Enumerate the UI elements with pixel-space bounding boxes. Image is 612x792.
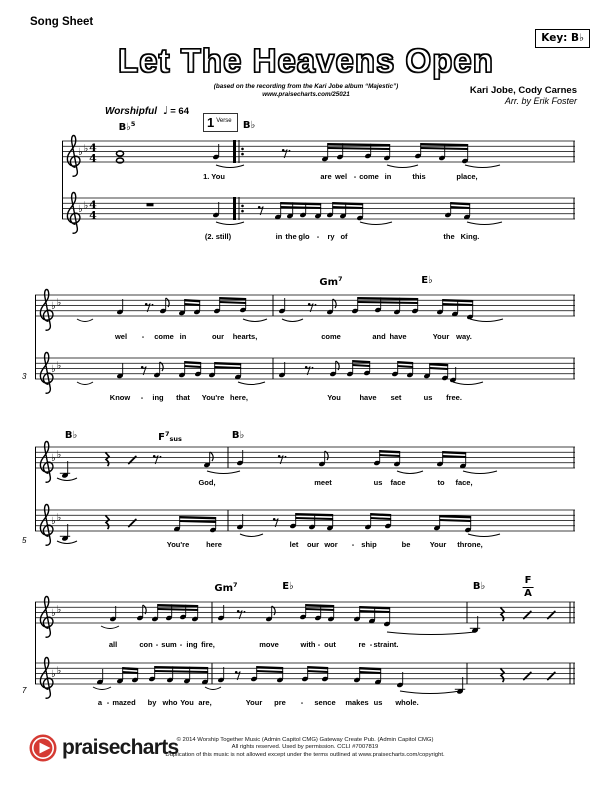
time-signature: 4 xyxy=(89,208,97,222)
flat-icon: ♭ xyxy=(83,200,89,212)
lyric-syllable: face xyxy=(390,478,406,487)
tie-icon xyxy=(243,319,267,322)
lyric-syllable: come xyxy=(321,332,341,341)
lyrics-line xyxy=(0,698,612,708)
whole-note-icon xyxy=(116,158,123,163)
chord-symbol: B♭ xyxy=(231,430,245,441)
begin-repeat-icon xyxy=(233,197,236,220)
lyric-syllable: sence xyxy=(314,698,336,707)
measure-number: 7 xyxy=(22,686,27,695)
lyric-syllable: Your xyxy=(245,698,263,707)
lyric-syllable: (2. still) xyxy=(204,232,232,241)
lyric-syllable: You're xyxy=(166,540,190,549)
lyric-syllable: all xyxy=(108,640,118,649)
lyric-syllable: who xyxy=(162,698,178,707)
staff-notation-system-4-harmony xyxy=(35,649,575,705)
lyric-syllable: - xyxy=(316,232,320,241)
lyric-syllable: - xyxy=(317,640,321,649)
lyric-syllable: straint. xyxy=(373,640,399,649)
chord-symbol: E♭ xyxy=(282,581,294,592)
key-badge: Key: B♭ xyxy=(535,29,590,48)
lyric-syllable: - xyxy=(300,698,304,707)
lyric-syllable: You're xyxy=(201,393,225,402)
lyric-syllable: makes xyxy=(345,698,369,707)
lyrics-line xyxy=(0,540,612,550)
rehearsal-number: 1 xyxy=(207,115,215,130)
lyric-syllable: move xyxy=(259,640,279,649)
lyric-syllable: are, xyxy=(198,698,212,707)
quarter-rest-icon xyxy=(501,608,505,622)
doc-type-label: Song Sheet xyxy=(30,16,94,28)
lyric-syllable: of xyxy=(340,232,348,241)
artists: Kari Jobe, Cody Carnes xyxy=(469,85,577,96)
tie-icon xyxy=(282,319,303,322)
lyrics-line xyxy=(0,172,612,182)
whole-rest-icon xyxy=(147,203,154,206)
lyric-syllable: here, xyxy=(230,393,248,402)
lyric-syllable: - xyxy=(140,393,144,402)
lyric-syllable: the xyxy=(443,232,455,241)
flat-icon: ♭ xyxy=(56,449,62,461)
lyric-syllable: ry xyxy=(327,232,335,241)
flat-icon: ♭ xyxy=(51,363,56,375)
system-brace-3 xyxy=(35,447,36,531)
copyright-line-2: All rights reserved. Used by permission. CCLI #7007819 xyxy=(231,744,379,751)
lyric-syllable: free. xyxy=(446,393,462,402)
lyric-syllable: way. xyxy=(456,332,472,341)
whole-note-icon xyxy=(116,151,123,156)
flat-icon: ♭ xyxy=(51,607,56,619)
tie-icon xyxy=(205,687,221,690)
lyric-syllable: in xyxy=(384,172,392,181)
tie-icon xyxy=(207,471,240,474)
lyrics-line xyxy=(0,232,612,242)
tempo-marking xyxy=(105,104,189,117)
flat-icon: ♭ xyxy=(51,452,56,464)
lyric-syllable: come xyxy=(154,332,174,341)
quarter-rest-icon xyxy=(106,516,110,530)
lyric-syllable: this xyxy=(412,172,426,181)
lyric-syllable: con xyxy=(139,640,153,649)
lyric-syllable: - xyxy=(179,640,183,649)
tie-icon xyxy=(360,222,392,225)
measure-number: 3 xyxy=(22,372,27,381)
flat-icon: ♭ xyxy=(56,512,62,524)
lyric-syllable: - xyxy=(141,332,145,341)
lyric-syllable: us xyxy=(373,478,383,487)
lyric-syllable: out xyxy=(324,640,336,649)
song-title: Let The Heavens Open xyxy=(118,42,494,79)
lyric-syllable: to xyxy=(437,478,445,487)
tie-icon xyxy=(468,534,500,537)
chord-symbol: B♭$^5$ xyxy=(118,120,136,133)
lyric-syllable: are xyxy=(320,172,332,181)
play-icon xyxy=(28,733,58,763)
lyric-syllable: - xyxy=(155,640,159,649)
lyric-syllable: - xyxy=(106,698,110,707)
lyric-syllable: have xyxy=(389,332,407,341)
lyric-syllable: here xyxy=(206,540,222,549)
lyric-syllable: ing xyxy=(152,393,164,402)
lyric-syllable: come xyxy=(359,172,379,181)
lyric-syllable: be xyxy=(401,540,411,549)
tie-icon xyxy=(77,382,93,385)
lyric-syllable: face, xyxy=(455,478,473,487)
lyric-syllable: wor xyxy=(324,540,338,549)
chord-symbol: B♭ xyxy=(472,581,486,592)
lyric-syllable: - xyxy=(369,640,373,649)
lyric-syllable: ship xyxy=(361,540,377,549)
lyric-syllable: by xyxy=(147,698,157,707)
lyric-syllable: Your xyxy=(432,332,450,341)
quarter-rest-icon xyxy=(501,669,505,683)
lyric-syllable: mazed xyxy=(112,698,136,707)
lyric-syllable: meet xyxy=(314,478,332,487)
tie-icon xyxy=(216,165,244,168)
chord-symbol: B♭ xyxy=(242,120,256,131)
lyric-syllable: that xyxy=(176,393,190,402)
flat-icon: ♭ xyxy=(56,360,62,372)
tie-icon xyxy=(238,382,265,385)
quarter-rest-icon xyxy=(106,453,110,467)
tie-icon xyxy=(216,222,244,225)
lyrics-line xyxy=(0,478,612,488)
lyric-syllable: - xyxy=(353,172,357,181)
tie-icon xyxy=(387,632,475,635)
lyric-syllable: set xyxy=(390,393,402,402)
flat-icon: ♭ xyxy=(83,143,89,155)
lyric-syllable: glo xyxy=(298,232,310,241)
tie-icon xyxy=(387,165,418,168)
lyrics-line xyxy=(0,332,612,342)
copyright-line-1: © 2014 Worship Together Music (Admin Capitol CMG) Gateway Create Pub. (Admin Capitol CMG) xyxy=(176,737,434,743)
tie-icon xyxy=(465,165,500,168)
lyric-syllable: Know xyxy=(109,393,131,402)
staff-notation-system-2-melody xyxy=(35,281,575,337)
lyric-syllable: wel xyxy=(334,172,348,181)
lyric-syllable: whole. xyxy=(395,698,419,707)
flat-icon: ♭ xyxy=(56,665,62,677)
lyric-syllable: with xyxy=(300,640,316,649)
logo-wordmark: praisecharts xyxy=(62,736,179,759)
lyric-syllable: a xyxy=(97,698,103,707)
song-subtitle: (based on the recording from the Kari Jobe album “Majestic”) xyxy=(213,83,399,90)
lyric-syllable: ing xyxy=(186,640,198,649)
lyric-syllable: re xyxy=(358,640,366,649)
chord-symbol: Gm$^7$ xyxy=(319,275,343,288)
lyric-syllable: our xyxy=(211,332,225,341)
tempo-bpm: = 64 xyxy=(170,106,189,117)
tie-icon xyxy=(240,534,263,537)
lyric-syllable: in xyxy=(275,232,283,241)
measure-number: 5 xyxy=(22,536,27,545)
tie-icon xyxy=(101,626,119,629)
tie-icon xyxy=(93,687,111,690)
time-signature: 4 xyxy=(89,141,97,155)
tie-icon xyxy=(470,319,503,322)
lyric-syllable: God, xyxy=(198,478,216,487)
tie-icon xyxy=(467,222,502,225)
lyric-syllable: and xyxy=(372,332,386,341)
chord-symbol: F A xyxy=(524,575,532,599)
lyric-syllable: sum xyxy=(161,640,177,649)
flat-icon: ♭ xyxy=(51,515,56,527)
lyric-syllable: let xyxy=(289,540,299,549)
lyric-syllable: King. xyxy=(460,232,480,241)
time-signature: 4 xyxy=(89,198,97,212)
lyric-syllable: You xyxy=(327,393,341,402)
flat-icon: ♭ xyxy=(51,668,56,680)
tempo-style: Worshipful xyxy=(105,106,158,117)
lyric-syllable: wel xyxy=(114,332,128,341)
lyric-syllable: fire, xyxy=(201,640,215,649)
lyric-syllable: our xyxy=(306,540,320,549)
chord-symbol: B♭ xyxy=(64,430,78,441)
lyric-syllable: have xyxy=(359,393,377,402)
lyric-syllable: us xyxy=(373,698,383,707)
rehearsal-label: Verse xyxy=(216,117,232,124)
lyrics-line xyxy=(0,393,612,403)
chord-symbol: Gm$^7$ xyxy=(214,581,238,594)
tie-icon xyxy=(400,691,460,694)
tie-icon xyxy=(463,471,497,474)
begin-repeat-icon xyxy=(233,140,236,163)
lyric-syllable: Your xyxy=(429,540,447,549)
lyric-syllable: the xyxy=(285,232,297,241)
chord-symbol: $F^7_{sus}$ xyxy=(158,430,182,443)
lyric-syllable: hearts, xyxy=(232,332,258,341)
flat-icon: ♭ xyxy=(51,300,56,312)
lyric-syllable: us xyxy=(423,393,433,402)
chord-symbol: E♭ xyxy=(421,275,433,286)
lyric-syllable: pre xyxy=(274,698,286,707)
catalog-url: www.praisecharts.com/25021 xyxy=(262,91,350,98)
staff-notation-system-2-harmony xyxy=(35,344,575,400)
lyric-syllable: - xyxy=(351,540,355,549)
lyric-syllable: in xyxy=(179,332,187,341)
tie-icon xyxy=(397,471,423,474)
lyric-syllable: throne, xyxy=(457,540,483,549)
quarter-note-icon: ♩ xyxy=(163,104,169,117)
arranger: Arr. by Erik Foster xyxy=(504,96,577,106)
time-signature: 4 xyxy=(89,151,97,165)
flat-icon: ♭ xyxy=(56,297,62,309)
copyright-line-3: Duplication of this music is not allowed except under the terms outlined at www.praisecharts.com/copyright. xyxy=(165,751,445,758)
flat-icon: ♭ xyxy=(78,146,83,158)
flat-icon: ♭ xyxy=(78,203,83,215)
lyrics-line xyxy=(0,640,612,650)
lyric-syllable: 1. You xyxy=(203,172,225,181)
lyric-syllable: You xyxy=(180,698,194,707)
lyric-syllable: place, xyxy=(456,172,478,181)
copyright-block xyxy=(75,737,535,759)
tie-icon xyxy=(453,382,483,385)
flat-icon: ♭ xyxy=(56,604,62,616)
tie-icon xyxy=(77,319,93,322)
staff-notation-system-4-melody xyxy=(35,588,575,644)
